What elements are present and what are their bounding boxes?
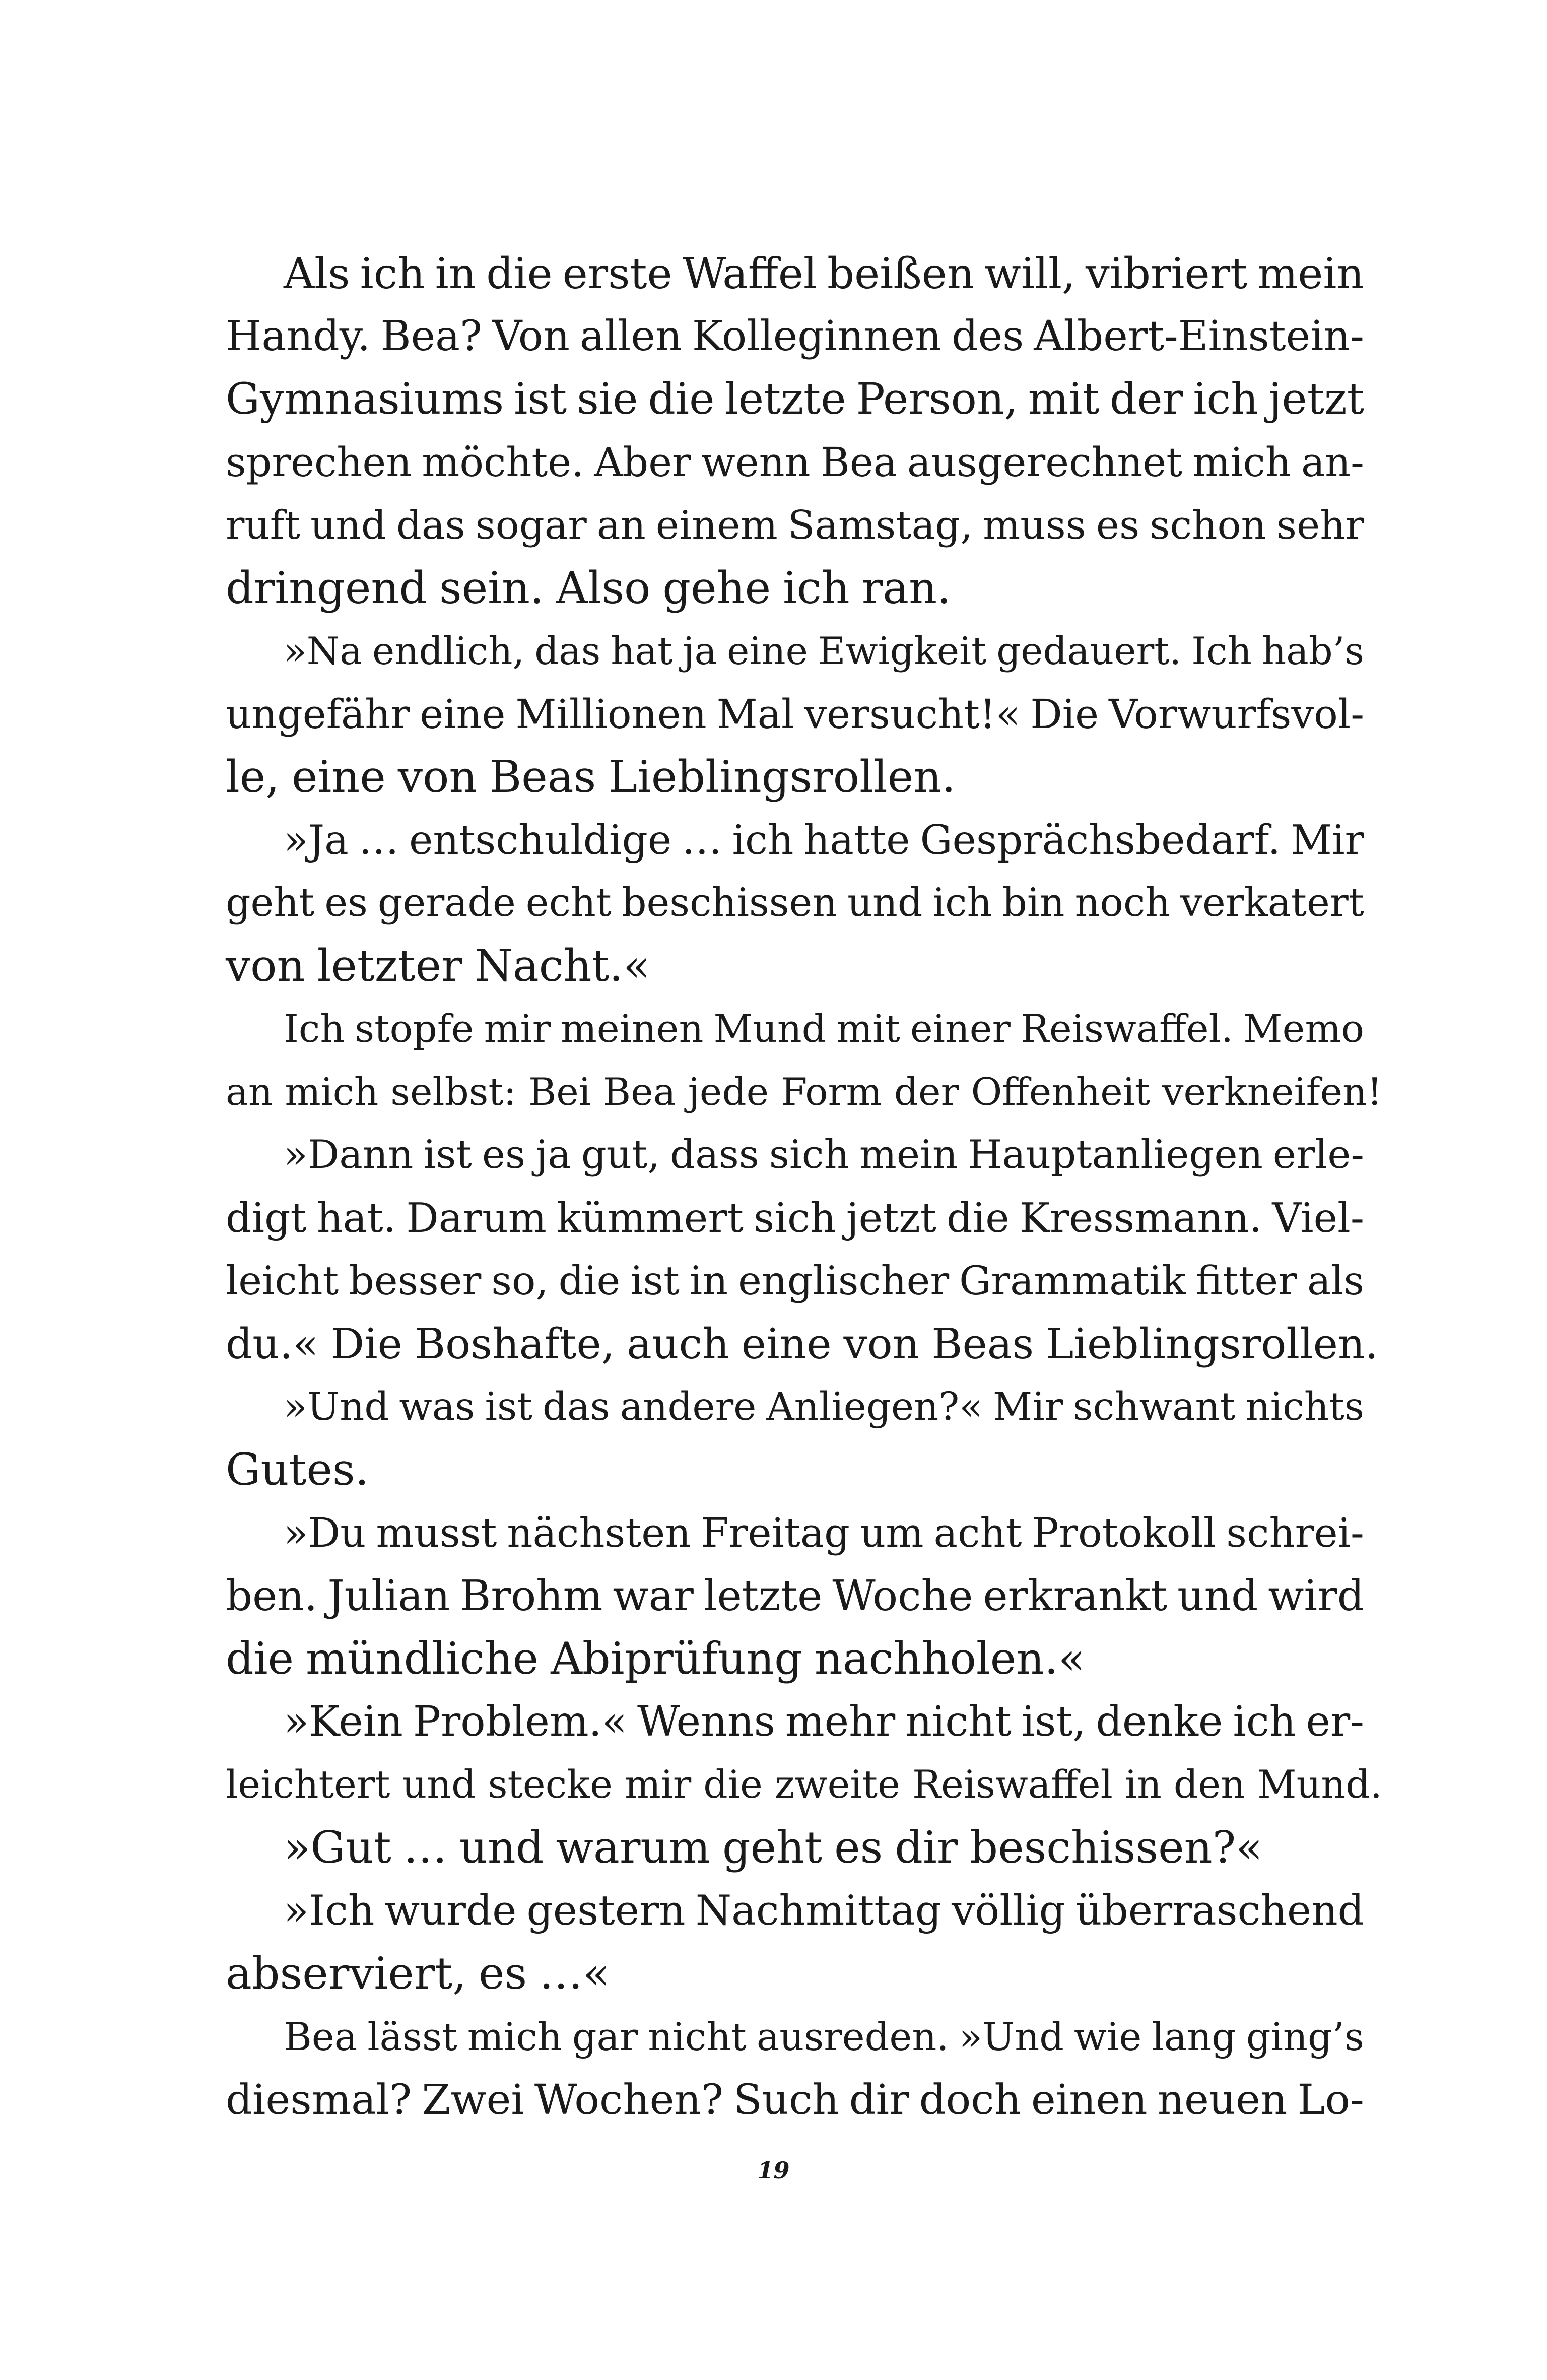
text-line: du.« Die Boshafte, auch eine von Beas Lieblingsrollen.: [226, 1319, 1378, 1368]
text-line: le, eine von Beas Lieblingsrollen.: [226, 751, 956, 803]
text-line: Ich stopfe mir meinen Mund mit einer Reiswaffel. Memo: [284, 1007, 1364, 1051]
text-line: diesmal? Zwei Wochen? Such dir doch einen neuen Lo-: [226, 2075, 1364, 2124]
text-line: Als ich in die erste Waffel beißen will, vibriert mein: [284, 248, 1364, 298]
text-line: die mündliche Abiprüfung nachholen.«: [226, 1633, 1086, 1684]
text-line: »Dann ist es ja gut, dass sich mein Hauptanliegen erle-: [284, 1132, 1364, 1177]
body-text: [226, 242, 1382, 2131]
text-line: Handy. Bea? Von allen Kolleginnen des Albert-Einstein-: [226, 312, 1364, 360]
text-line: dringend sein. Also gehe ich ran.: [226, 562, 951, 614]
text-line: »Gut … und warum geht es dir beschissen?«: [284, 1822, 1263, 1873]
page-number: 19: [757, 2157, 790, 2184]
text-line: geht es gerade echt beschissen und ich bin noch verkatert: [226, 880, 1364, 925]
text-line: »Kein Problem.« Wenns mehr nicht ist, denke ich er-: [284, 1698, 1364, 1746]
text-line: ungefähr eine Millionen Mal versucht!« Die Vorwurfsvol-: [226, 691, 1364, 738]
text-line: leichtert und stecke mir die zweite Reiswaffel in den Mund.: [226, 1762, 1382, 1807]
text-line: leicht besser so, die ist in englischer Grammatik fitter als: [226, 1258, 1364, 1304]
text-line: »Ich wurde gestern Nachmittag völlig überraschend: [284, 1887, 1364, 1935]
text-line: sprechen möchte. Aber wenn Bea ausgerechnet mich an-: [226, 439, 1364, 486]
text-line: an mich selbst: Bei Bea jede Form der Offenheit verkneifen!: [226, 1070, 1382, 1114]
text-line: Gymnasiums ist sie die letzte Person, mit der ich jetzt: [226, 374, 1364, 424]
text-line: »Du musst nächsten Freitag um acht Protokoll schrei-: [284, 1509, 1364, 1556]
text-line: von letzter Nacht.«: [226, 940, 650, 991]
text-line: abserviert, es …«: [226, 1948, 610, 1999]
text-line: ruft und das sogar an einem Samstag, muss es schon sehr: [226, 502, 1364, 548]
text-line: »Und was ist das andere Anliegen?« Mir schwant nichts: [284, 1384, 1364, 1429]
text-line: Bea lässt mich gar nicht ausreden. »Und wie lang ging’s: [284, 2014, 1364, 2059]
text-line: Gutes.: [226, 1444, 369, 1495]
text-line: »Ja … entschuldige … ich hatte Gesprächsbedarf. Mir: [284, 817, 1364, 864]
text-line: ben. Julian Brohm war letzte Woche erkrankt und wird: [226, 1571, 1364, 1620]
text-line: »Na endlich, das hat ja eine Ewigkeit gedauert. Ich hab’s: [284, 629, 1364, 673]
text-line: digt hat. Darum kümmert sich jetzt die Kressmann. Viel-: [226, 1194, 1364, 1241]
